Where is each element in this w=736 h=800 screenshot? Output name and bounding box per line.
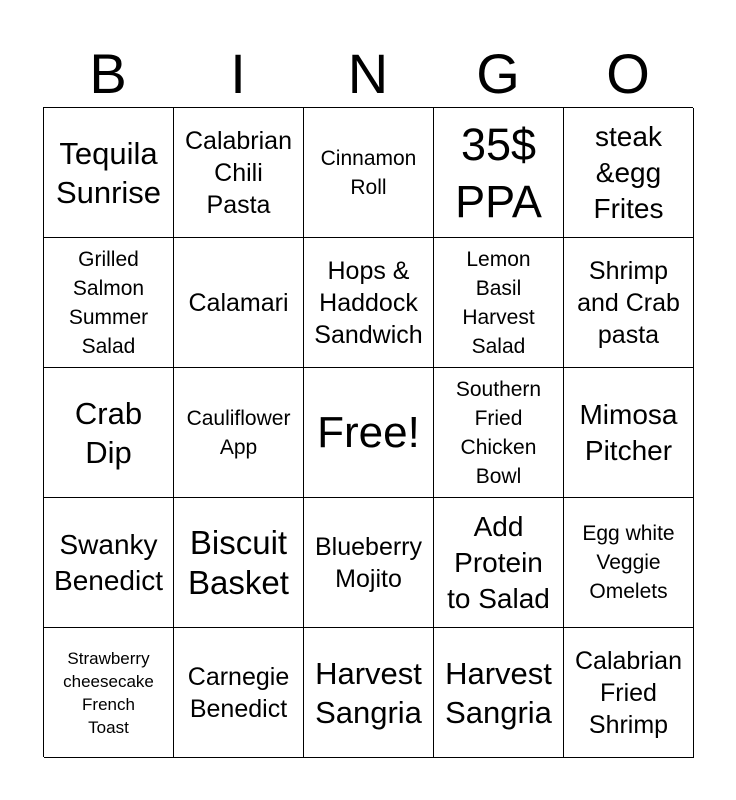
bingo-cell-r2c2[interactable] [174, 238, 304, 368]
bingo-cell-free[interactable] [304, 368, 434, 498]
bingo-cell-r3c4[interactable] [434, 368, 564, 498]
bingo-cell-r4c3[interactable] [304, 498, 434, 628]
bingo-cell-r2c3[interactable] [304, 238, 434, 368]
bingo-cell-r1c5[interactable] [564, 108, 694, 238]
bingo-header [43, 40, 693, 108]
bingo-cell-r1c1[interactable] [44, 108, 174, 238]
cell-label: Egg white Veggie Omelets [582, 522, 675, 603]
cell-label: Add Protein to Salad [447, 510, 550, 614]
bingo-cell-r3c1[interactable] [44, 368, 174, 498]
cell-label: Biscuit Basket [188, 523, 289, 601]
cell-label: Crab Dip [74, 395, 143, 470]
bingo-cell-r2c1[interactable] [44, 238, 174, 368]
cell-label: Southern Fried Chicken Bowl [455, 377, 542, 488]
cell-label: Swanky Benedict [54, 528, 163, 596]
cell-label: Calabrian Fried Shrimp [574, 646, 682, 739]
bingo-cell-r4c2[interactable] [174, 498, 304, 628]
cell-label: Cinnamon Roll [320, 146, 417, 199]
cell-label: steak &egg Frites [593, 120, 664, 224]
cell-label: Shrimp and Crab pasta [577, 256, 680, 349]
bingo-cell-r4c5[interactable] [564, 498, 694, 628]
bingo-cell-r5c2[interactable] [174, 628, 304, 758]
bingo-cell-r2c4[interactable] [434, 238, 564, 368]
cell-label: Blueberry Mojito [315, 532, 422, 593]
bingo-cell-r4c4[interactable] [434, 498, 564, 628]
free-space-label: Free! [317, 407, 420, 457]
cell-label: Calamari [188, 288, 289, 317]
bingo-board [43, 107, 693, 757]
bingo-cell-r3c5[interactable] [564, 368, 694, 498]
cell-label: Hops & Haddock Sandwich [314, 256, 423, 349]
cell-label: Lemon Basil Harvest Salad [462, 247, 535, 358]
bingo-cell-r1c3[interactable] [304, 108, 434, 238]
cell-label: Mimosa Pitcher [579, 398, 678, 466]
bingo-cell-r1c4[interactable] [434, 108, 564, 238]
cell-label: Harvest Sangria [445, 655, 552, 730]
bingo-cell-r5c5[interactable] [564, 628, 694, 758]
header-letter-i: I [230, 42, 246, 105]
bingo-cell-r5c4[interactable] [434, 628, 564, 758]
cell-label: Harvest Sangria [315, 655, 422, 730]
bingo-cell-r4c1[interactable] [44, 498, 174, 628]
bingo-cell-r3c2[interactable] [174, 368, 304, 498]
bingo-cell-r2c5[interactable] [564, 238, 694, 368]
cell-label: Grilled Salmon Summer Salad [68, 247, 149, 358]
cell-label: Tequila Sunrise [55, 135, 162, 210]
header-letter-b: B [89, 42, 127, 105]
cell-label: Calabrian Chili Pasta [184, 126, 292, 219]
header-letter-n: N [347, 42, 389, 105]
bingo-cell-r1c2[interactable] [174, 108, 304, 238]
cell-label: 35$ PPA [455, 118, 542, 227]
cell-label: Strawberry cheesecake French Toast [63, 648, 154, 737]
header-letter-o: O [606, 42, 650, 105]
cell-label: Cauliflower App [186, 406, 291, 459]
bingo-cell-r5c1[interactable] [44, 628, 174, 758]
bingo-cell-r5c3[interactable] [304, 628, 434, 758]
header-letter-g: G [476, 42, 520, 105]
cell-label: Carnegie Benedict [187, 662, 290, 723]
